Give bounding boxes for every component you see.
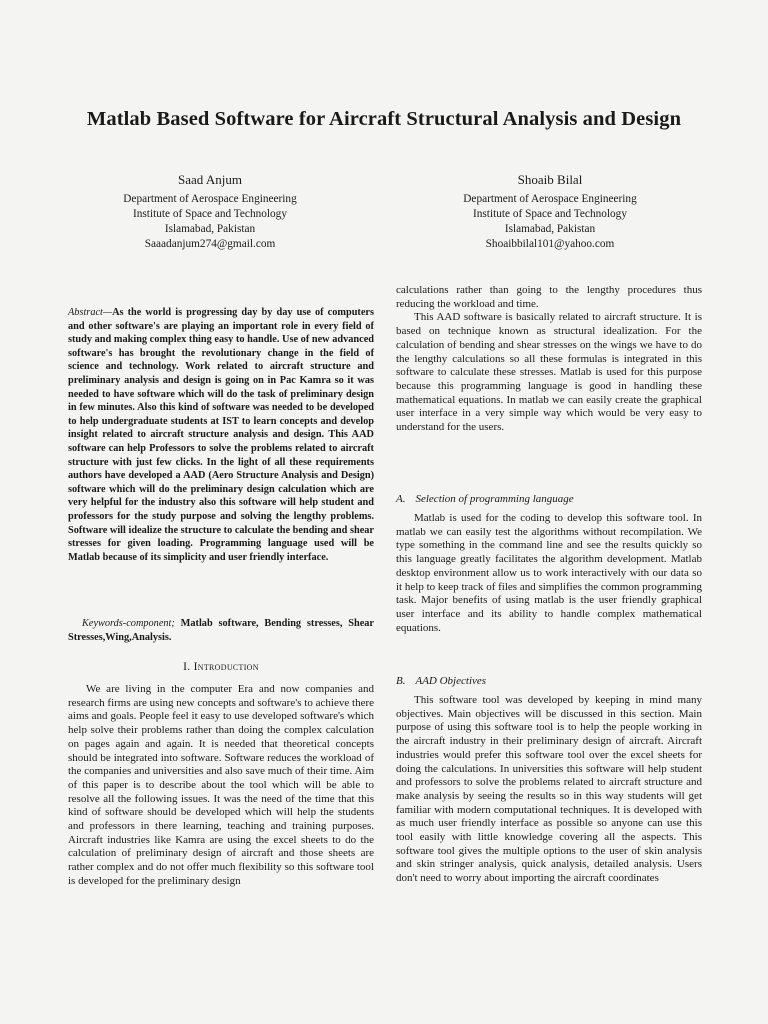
author-block-1	[60, 172, 360, 252]
abstract-lead: Abstract—	[68, 307, 113, 318]
abstract	[68, 306, 374, 564]
author-block-2	[400, 172, 700, 252]
subsection-letter: B.	[396, 675, 406, 687]
subsection-a-text: Matlab is used for the coding to develop this software tool. In matlab we can easily test the algorithms without recompilation. We type something in the command line and see the results quickly so this language greatly facilitates the algorithm development. Matlab desktop environment allow us to work interactively with our data so it help to keep track of files and simplifies the common programming task. Major benefits of using matlab is the user friendly graphical user interface and its ability to handle complex mathematical equations.	[396, 512, 702, 634]
intro-paragraph-2: This AAD software is basically related to aircraft structure. It is based on technique known as structural idealization. For the calculation of bending and shear stresses on the wings we have to do the lengthy calculations so all these formulas is integrated in this software to calculate these stresses. Matlab is used for this purpose because this programming language is good in handling these mathematical equations. In matlab we can easily create the graphical user interface in a very simple way which would be very easy to understand for the users.	[396, 311, 702, 434]
section-heading-introduction: I. Introduction	[183, 661, 259, 673]
abstract-text: As the world is progressing day by day use of computers and other software's are playing an important role in every field of study and making complex thing easy to handle. Use of new advanced software's has brought the revolutionary change in the field of science and technology. Work related to aircraft structure and preliminary analysis and design is going on in Pac Kamra so it was needed to have software which will do the task of preliminary design in few minutes. Also this kind of software was needed to be developed to help undergraduate students at IST to learn concepts and develop insight related to aircraft structure analysis and design. This AAD software can help Professors to solve the problems related to aircraft structure with just few clicks. In the light of all these requirements authors have developed a AAD (Aero Structure Analysis and Design) software which will do the preliminary design calculation which are very helpful for the industry also this software will help student and professors for the study purpose and solving the lengthy problems. Software will idealize the structure to calculate the bending and shear stresses for given loading. Programming language used will be Matlab because of its simplicity and user friendly interface.	[68, 307, 374, 563]
right-column-intro	[396, 284, 702, 435]
author-location: Islamabad, Pakistan	[504, 223, 596, 235]
subsection-heading-a	[396, 493, 702, 505]
intro-continuation: calculations rather than going to the lengthy procedures thus reducing the workload and time.	[396, 284, 702, 310]
subsection-title: Selection of programming language	[415, 493, 574, 505]
author-department: Department of Aerospace Engineering	[463, 193, 637, 205]
subsection-b-text: This software tool was developed by keeping in mind many objectives. Main objectives will be discussed in this section. Main purpose of using this software tool is to help the people working in the aircraft industry in their preliminary design of aircraft. Aircraft industries would prefer this software tool over the excel sheets for doing the calculations. In universities this software will help student and professors to solve the problems related to aircraft structure and make analysis by seeing the results so in this way students will get familiar with modern computational techniques. It is developed with as much user friendly interface as possible so anyone can use this tool easily with little knowledge covering all the aspects. This software tool gives the multiple options to the user of skin analysis and skin stringer analysis, quick analysis, detailed analysis. Users don't need to worry about importing the aircraft coordinates	[396, 694, 702, 885]
author-department: Department of Aerospace Engineering	[123, 193, 297, 205]
subsection-letter: A.	[396, 493, 406, 505]
paper-title: Matlab Based Software for Aircraft Structural Analysis and Design	[86, 108, 682, 130]
author-email: Saaadanjum274@gmail.com	[144, 238, 276, 250]
keywords-lead: Keywords-component;	[82, 618, 175, 629]
subsection-title: AAD Objectives	[415, 675, 487, 687]
author-name: Saad Anjum	[178, 172, 242, 187]
author-institute: Institute of Space and Technology	[473, 208, 627, 220]
author-name: Shoaib Bilal	[517, 172, 583, 187]
author-institute: Institute of Space and Technology	[133, 208, 287, 220]
keywords	[68, 617, 374, 644]
subsection-heading-b	[396, 675, 702, 687]
author-email: Shoaibbilal101@yahoo.com	[485, 238, 615, 250]
author-location: Islamabad, Pakistan	[164, 223, 256, 235]
keywords-text: Matlab software, Bending stresses, Shear Stresses,Wing,Analysis.	[68, 618, 374, 643]
introduction-text: We are living in the computer Era and now companies and research firms are using new concepts and software's to achieve there aims and goals. People feel it easy to use developed software's which help solve their problems rather than doing the complex calculation on pages again and again. It is needed that theoretical concepts should be integrated into software. Software reduces the workload of the companies and universities and also save much of their time. Aim of this paper is to describe about the tool which will be able to resolve all the following issues. It was the need of the time that this kind of software should be developed which will help the students and professors in there learning, teaching and training purposes. Aircraft industries like Kamra are using the excel sheets to do the calculation of preliminary design of aircraft and those sheets are rather complex and do not offer much flexibility so this software tool is developed for the preliminary design	[68, 683, 374, 887]
